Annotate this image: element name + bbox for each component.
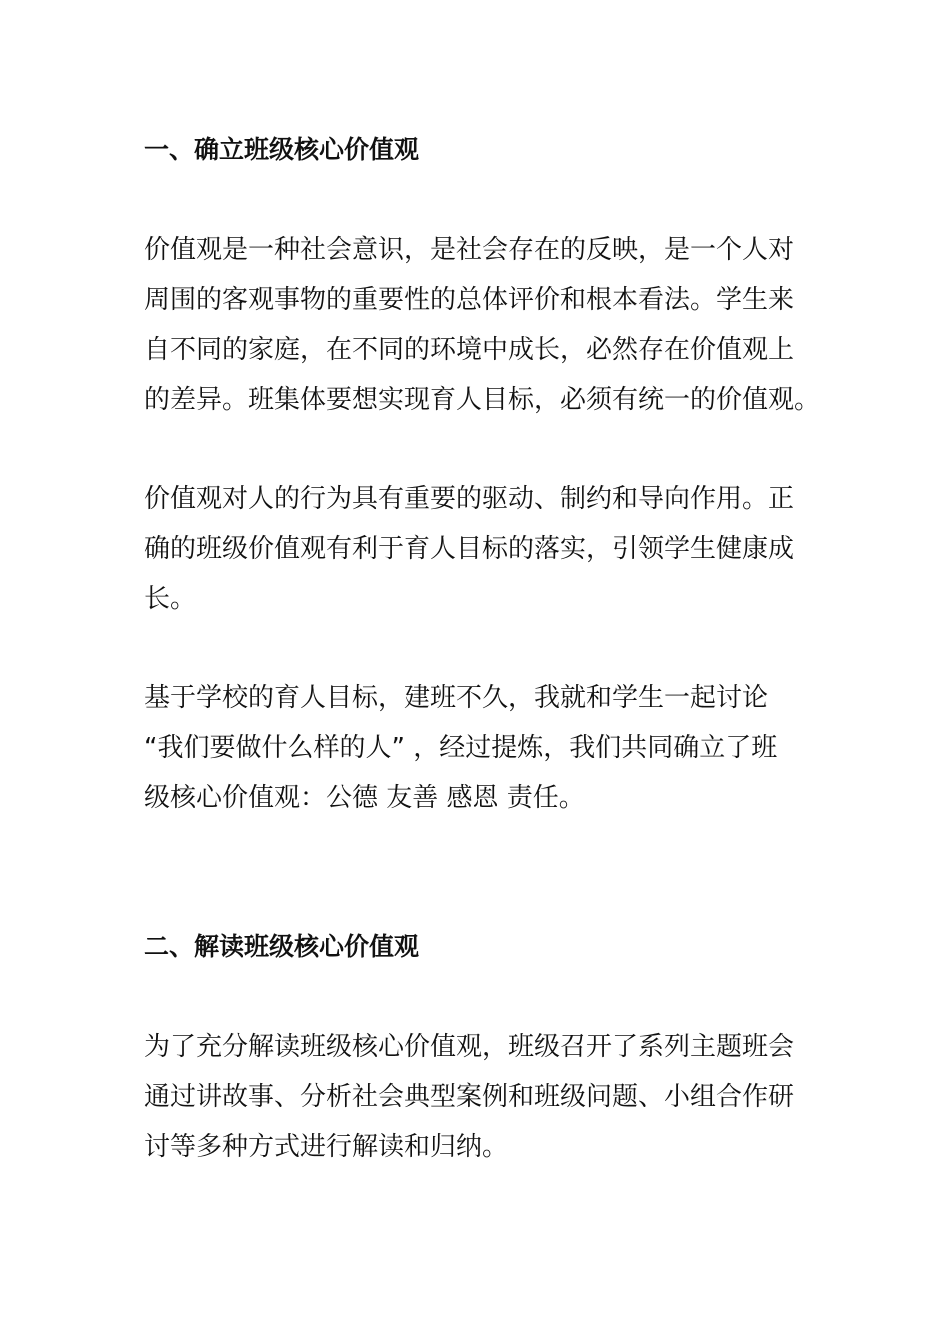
text-line: 通过讲故事、分析社会典型案例和班级问题、小组合作研 (144, 1082, 795, 1112)
text-line: 基于学校的育人目标，建班不久，我就和学生一起讨论 (144, 683, 769, 713)
section-1-heading: 一、确立班级核心价值观 (144, 135, 420, 164)
text-line: 确的班级价值观有利于育人目标的落实，引领学生健康成 (144, 534, 795, 564)
text-line: 讨等多种方式进行解读和归纳。 (144, 1132, 509, 1162)
text-line: 的差异。班集体要想实现育人目标，必须有统一的价值观。 (144, 385, 821, 415)
section-2-paragraph-1 (144, 1022, 810, 1172)
text-line: “我们要做什么样的人” ，经过提炼，我们共同确立了班 (144, 733, 778, 763)
section-2-heading: 二、解读班级核心价值观 (144, 932, 420, 961)
section-1-paragraph-1 (144, 225, 821, 425)
text-line: 为了充分解读班级核心价值观，班级召开了系列主题班会 (144, 1032, 795, 1062)
text-line: 自不同的家庭，在不同的环境中成长，必然存在价值观上 (144, 335, 795, 365)
text-line: 价值观对人的行为具有重要的驱动、制约和导向作用。正 (144, 484, 795, 514)
text-line: 长。 (144, 584, 197, 614)
text-line: 级核心价值观：公德 友善 感恩 责任。 (144, 783, 585, 813)
section-1-paragraph-3 (144, 673, 810, 823)
text-line: 周围的客观事物的重要性的总体评价和根本看法。学生来 (144, 285, 795, 315)
text-line: 价值观是一种社会意识，是社会存在的反映，是一个人对 (144, 235, 795, 265)
section-1-paragraph-2 (144, 474, 810, 624)
